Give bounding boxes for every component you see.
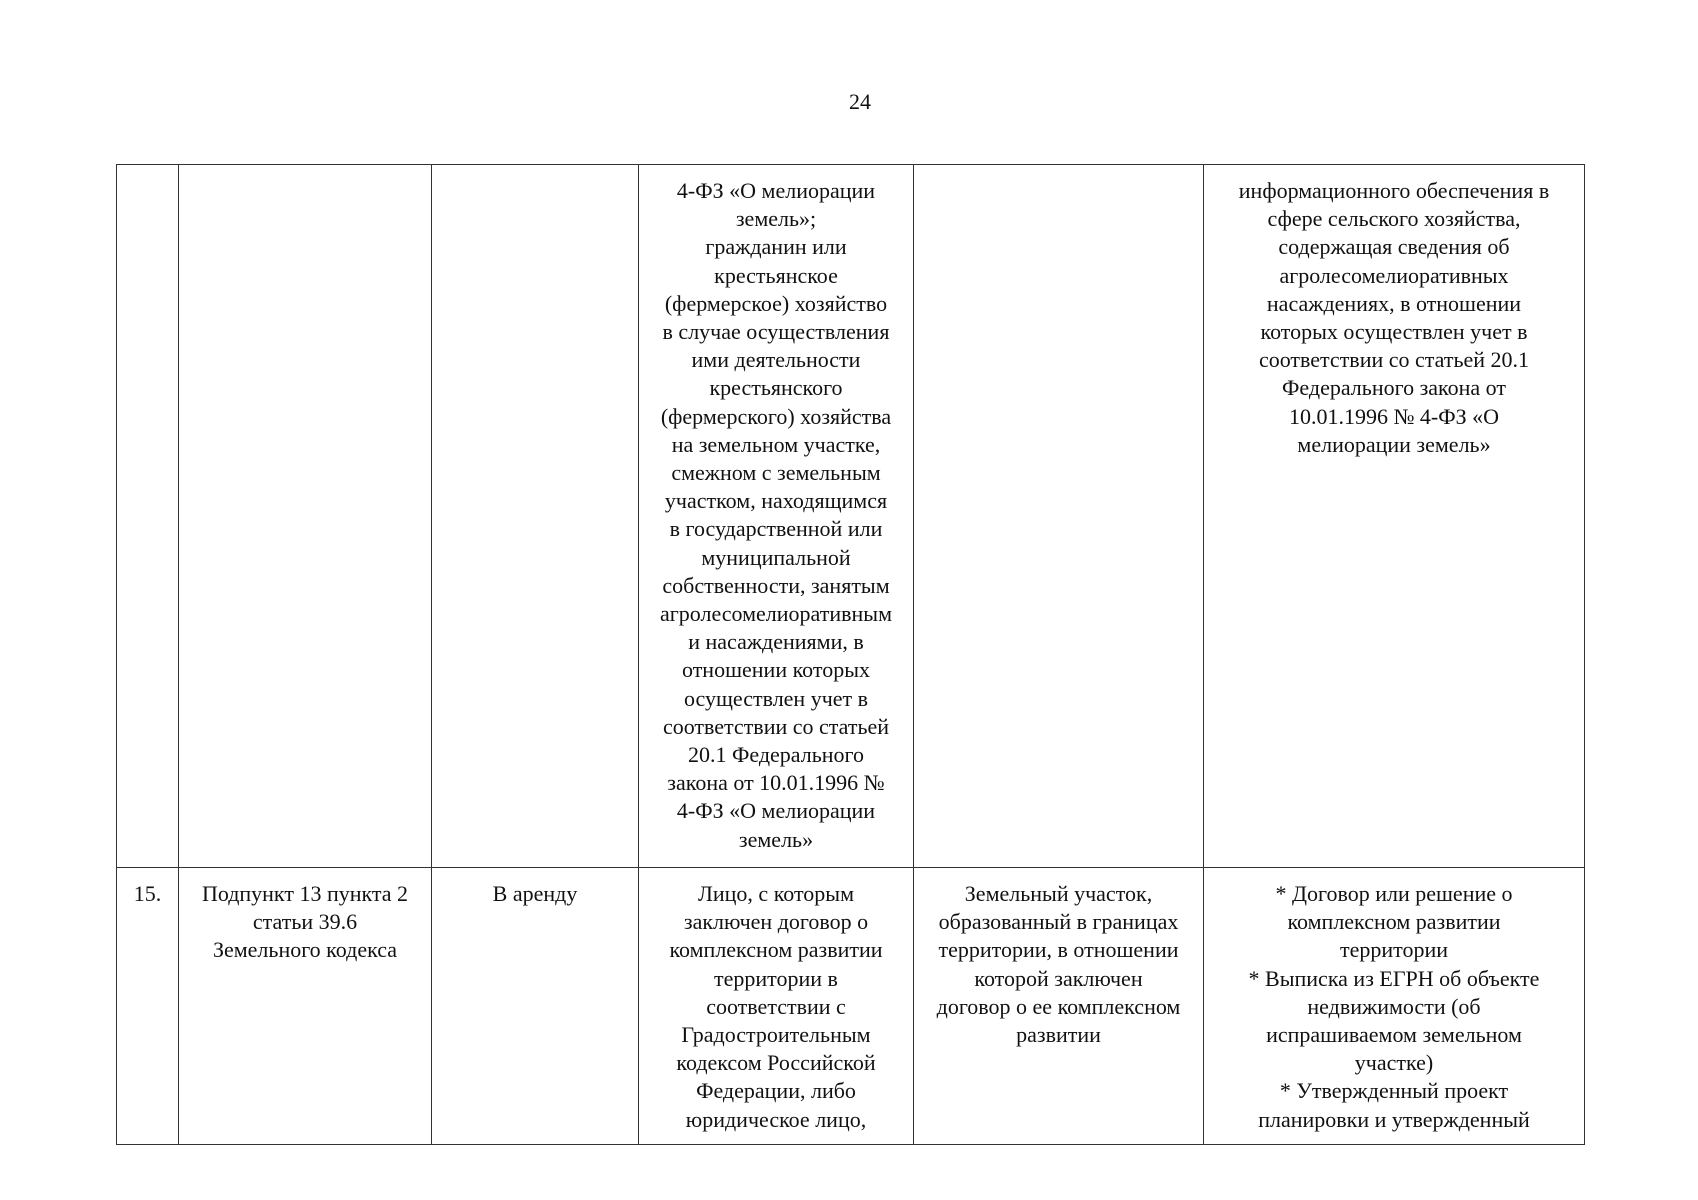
legal-basis-cell: Подпункт 13 пункта 2 статьи 39.6 Земельного кодекса <box>179 868 432 1145</box>
legal-basis-cell <box>179 165 432 868</box>
table-row <box>117 868 1585 1145</box>
documents-cell: * Договор или решение о комплексном развитии территории * Выписка из ЕГРН об объекте недвижимости (об испрашиваемом земельном участке) * Утвержденный проект планировки и утвержденный <box>1204 868 1585 1145</box>
land-plot-cell <box>914 165 1204 868</box>
land-plot-cell: Земельный участок, образованный в границах территории, в отношении которой заключен договор о ее комплексном развитии <box>914 868 1204 1145</box>
table-row <box>117 165 1585 868</box>
land-plots-table <box>116 164 1585 1145</box>
right-type-cell <box>432 165 639 868</box>
row-number-cell <box>117 165 179 868</box>
page-number: 24 <box>849 89 871 114</box>
applicant-cell: Лицо, с которым заключен договор о комплексном развитии территории в соответствии с Градостроительным кодексом Российской Федерации, либо юридическое лицо, <box>639 868 914 1145</box>
row-number-cell: 15. <box>117 868 179 1145</box>
documents-cell: информационного обеспечения в сфере сельского хозяйства, содержащая сведения об агролесомелиоративных насаждениях, в отношении которых осуществлен учет в соответствии со статьей 20.1 Федерального закона от 10.01.1996 № 4-ФЗ «О мелиорации земель» <box>1204 165 1585 868</box>
applicant-cell: 4-ФЗ «О мелиорации земель»; гражданин или крестьянское (фермерское) хозяйство в случае осуществления ими деятельности крестьянского (фермерского) хозяйства на земельном участке, смежном с земельным участком, находящимся в государственной или муниципальной собственности, занятым агролесомелиоративным и насаждениями, в отношении которых осуществлен учет в соответствии со статьей 20.1 Федерального закона от 10.01.1996 № 4-ФЗ «О мелиорации земель» <box>639 165 914 868</box>
right-type-cell: В аренду <box>432 868 639 1145</box>
